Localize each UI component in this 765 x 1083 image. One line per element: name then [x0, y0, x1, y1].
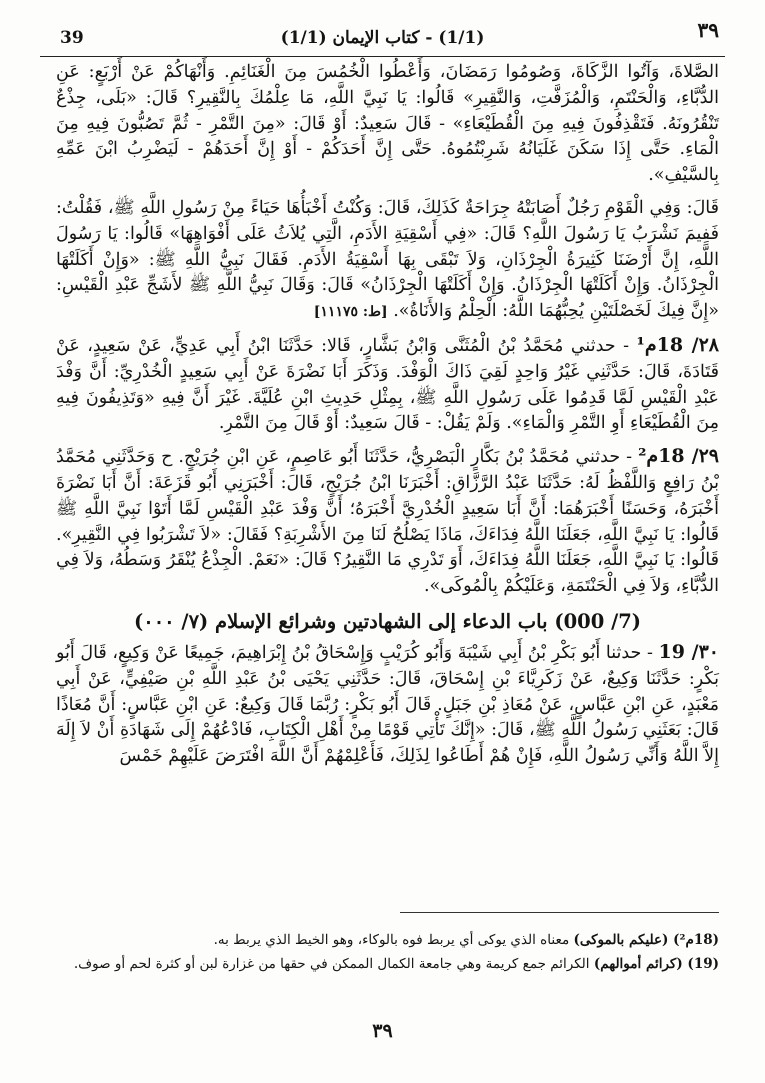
footnote-term: (18م²) (عليكم بالموكى): [573, 932, 719, 948]
footnote-rule: [400, 912, 719, 913]
page-number-latin: 39: [60, 28, 84, 48]
cross-reference: [ط: ١١١٧٥]: [313, 304, 388, 321]
footnote-text: الكرائم جمع كريمة وهي جامعة الكمال الممكن في حقها من غزارة لبن أو كثرة لحم أو صوف.: [73, 956, 594, 972]
hadith-number: ٢٩/ 18م²: [638, 445, 719, 468]
hadith-number: ٣٠/ 19: [658, 640, 719, 663]
hadith-text: - حدثني مُحَمَّدُ بْنُ بَكَّارٍ الْبَصْرِيُّ، حَدَّثَنَا أَبُو عَاصِمٍ، عَنِ ابْنِ جُرَيْجٍ. ح وَحَدَّثَنِي مُحَمَّدُ بْنُ رَافِعٍ وَاللَّفْظُ لَهُ: حَدَّثَنَا عَبْدُ الرَّزَّاقِ: أَخْبَرَنَا ابْنُ جُرَيْجٍ، قَالَ: أَخْبَرَنِي أَبُو قَزَعَةَ: أَنَّ أَبَا نَضْرَةَ أَخْبَرَهُ، وَحَسَنًا أَخْبَرَهُمَا: أَنَّ أَبَا سَعِيدٍ الْخُدْرِيَّ أَخْبَرَهُ؛ أَنَّ وَفْدَ عَبْدِ الْقَيْسِ لَمَّا أَتَوْا نَبِيَّ اللَّهِ ﷺ قَالُوا: يَا نَبِيَّ اللَّهِ، جَعَلَنَا اللَّهُ فِدَاءَكَ، مَاذَا يَصْلُحُ لَنَا مِنَ الأَشْرِبَةِ؟ فَقَالَ: «لاَ تَشْرَبُوا فِي النَّقِيرِ». قَالُوا: يَا نَبِيَّ اللَّهِ، جَعَلَنَا اللَّهُ فِدَاءَكَ، أَوَ تَدْرِي مَا النَّقِيرُ؟ قَالَ: «نَعَمْ. الْجِذْعُ يُنْقَرُ وَسَطُهُ، وَلاَ فِي الدُّبَّاءِ، وَلاَ فِي الْحَنْتَمَةِ، وَعَلَيْكُمْ بِالْمُوكَى».: [56, 447, 719, 597]
hadith-30: [56, 640, 719, 770]
footnote: [56, 952, 719, 976]
hadith-28: [56, 333, 719, 437]
hadith-text: - حدثني مُحَمَّدُ بْنُ الْمُثَنَّى وَابْنُ بَشَّارٍ، قَالا: حَدَّثَنَا ابْنُ أَبِي عَدِيٍّ، عَنْ سَعِيدٍ، عَنْ قَتَادَةَ، قَالَ: حَدَّثَنِي غَيْرُ وَاحِدٍ لَقِيَ ذَاكَ الْوَفْدَ. وَذَكَرَ أَبَا نَضْرَةَ عَنْ أَبِي سَعِيدٍ الْخُدْرِيِّ: أَنَّ وَفْدَ عَبْدِ الْقَيْسِ لَمَّا قَدِمُوا عَلَى رَسُولِ اللَّهِ ﷺ، بِمِثْلِ حَدِيثِ ابْنِ عُلَيَّةَ. غَيْرَ أَنَّ فِيهِ «وَتَذِيفُونَ فِيهِ مِنَ الْقُطَيْعَاءِ أَوِ التَّمْرِ وَالْمَاءِ». وَلَمْ يَقُلْ: - قَالَ سَعِيدٌ: أَوْ قَالَ مِنَ التَّمْرِ.: [56, 335, 719, 434]
footnote-text: معناه الذي يوكى أي يربط فوه بالوكاء، وهو الخيط الذي يربط به.: [213, 932, 574, 948]
main-text: [56, 60, 719, 770]
running-title: (1/1) - كتاب الإيمان (1/1): [280, 28, 485, 48]
running-header: [40, 18, 725, 54]
footnotes: [56, 928, 719, 976]
page-number-arabic: ٣٩: [697, 18, 719, 42]
hadith-29: [56, 444, 719, 600]
footnote-term: (19) (كرائم أموالهم): [593, 956, 719, 972]
page-number-bottom: ٣٩: [372, 1020, 393, 1042]
header-rule: [40, 56, 725, 57]
hadith-continuation: [56, 60, 719, 189]
hadith-text: قَالَ: وَفِي الْقَوْمِ رَجُلٌ أَصَابَتْهُ جِرَاحَةٌ كَذَلِكَ، قَالَ: وَكُنْتُ أَخْبَأُهَا حَيَاءً مِنْ رَسُولِ اللَّهِ ﷺ، فَقُلْتُ: فَفِيمَ نَشْرَبُ يَا رَسُولَ اللَّهِ؟ قَالَ: «فِي أَسْقِيَةِ الأَدَمِ، الَّتِي يُلاَثُ عَلَى أَفْوَاهِهَا» قَالُوا: يَا رَسُولَ اللَّهِ، إِنَّ أَرْضَنَا كَثِيرَةُ الْجِرْذَانِ، وَلاَ تَبْقَى بِهَا أَسْقِيَةُ الأَدَمِ. فَقَالَ نَبِيُّ اللَّهِ ﷺ: «وَإِنْ أَكَلَتْهَا الْجِرْذَانُ. وَإِنْ أَكَلَتْهَا الْجِرْذَانُ. وَإِنْ أَكَلَتْهَا الْجِرْذَانُ» قَالَ: وَقَالَ نَبِيُّ اللَّهِ ﷺ لأَشَجِّ عَبْدِ الْقَيْسِ: «إِنَّ فِيكَ لَخَصْلَتَيْنِ يُحِبُّهُمَا اللَّهُ: الْحِلْمُ وَالأَنَاةُ».: [56, 197, 719, 322]
hadith-number: ٢٨/ 18م¹: [636, 333, 719, 356]
hadith-continuation-2: [56, 196, 719, 326]
hadith-text: الصَّلاةَ، وَآتُوا الزَّكَاةَ، وَصُومُوا رَمَضَانَ، وَأَعْطُوا الْخُمُسَ مِنَ الْغَنَائِمِ. وَأَنْهَاكُمْ عَنْ أَرْبَعٍ: عَنِ الدُّبَّاءِ، وَالْحَنْتَمِ، وَالْمُزَفَّتِ، وَالنَّقِيرِ» قَالُوا: يَا نَبِيَّ اللَّهِ، مَا عِلْمُكَ بِالنَّقِيرِ؟ قَالَ: «بَلَى، جِذْعٌ تَنْقُرُونَهُ. فَتَقْذِفُونَ فِيهِ مِنَ الْقُطَيْعَاءِ» - قَالَ سَعِيدٌ: أَوْ قَالَ: «مِنَ التَّمْرِ - ثُمَّ تَصُبُّونَ فِيهِ مِنَ الْمَاءِ. حَتَّى إِذَا سَكَنَ غَلَيَانُهُ شَرِبْتُمُوهُ. حَتَّى إِنَّ أَحَدَكُمْ - أَوْ إِنَّ أَحَدَهُمْ - لَيَضْرِبُ ابْنَ عَمِّهِ بِالسَّيْفِ».: [56, 62, 719, 186]
hadith-text: - حدثنا أَبُو بَكْرِ بْنُ أَبِي شَيْبَةَ وَأَبُو كُرَيْبٍ وَإِسْحَاقُ بْنُ إِبْرَاهِيمَ، جَمِيعًا عَنْ وَكِيعٍ، قَالَ أَبُو بَكْرٍ: حَدَّثَنَا وَكِيعٌ، عَنْ زَكَرِيَّاءَ بْنِ إِسْحَاقَ، قَالَ: حَدَّثَنِي يَحْيَى بْنُ عَبْدِ اللَّهِ بْنِ صَيْفِيٍّ، عَنْ أَبِي مَعْبَدٍ، عَنِ ابْنِ عَبَّاسٍ، عَنْ مُعَاذِ بْنِ جَبَلٍ. قَالَ أَبُو بَكْرٍ: رُبَّمَا قَالَ وَكِيعٌ: عَنِ ابْنِ عَبَّاسٍ: أَنَّ مُعَاذًا قَالَ: بَعَثَنِي رَسُولُ اللَّهِ ﷺ، قَالَ: «إِنَّكَ تَأْتِي قَوْمًا مِنْ أَهْلِ الْكِتَابِ، فَادْعُهُمْ إِلَى شَهَادَةِ أَنْ لاَ إِلَهَ إِلاَّ اللَّهُ وَأَنِّي رَسُولُ اللَّهِ، فَإِنْ هُمْ أَطَاعُوا لِذَلِكَ، فَأَعْلِمْهُمْ أَنَّ اللَّهَ افْتَرَضَ عَلَيْهِمْ خَمْسَ: [56, 642, 719, 767]
chapter-heading: (7/ 000) باب الدعاء إلى الشهادتين وشرائع الإسلام (٧/ ٠٠٠): [133, 609, 642, 633]
footnote: [56, 928, 719, 952]
